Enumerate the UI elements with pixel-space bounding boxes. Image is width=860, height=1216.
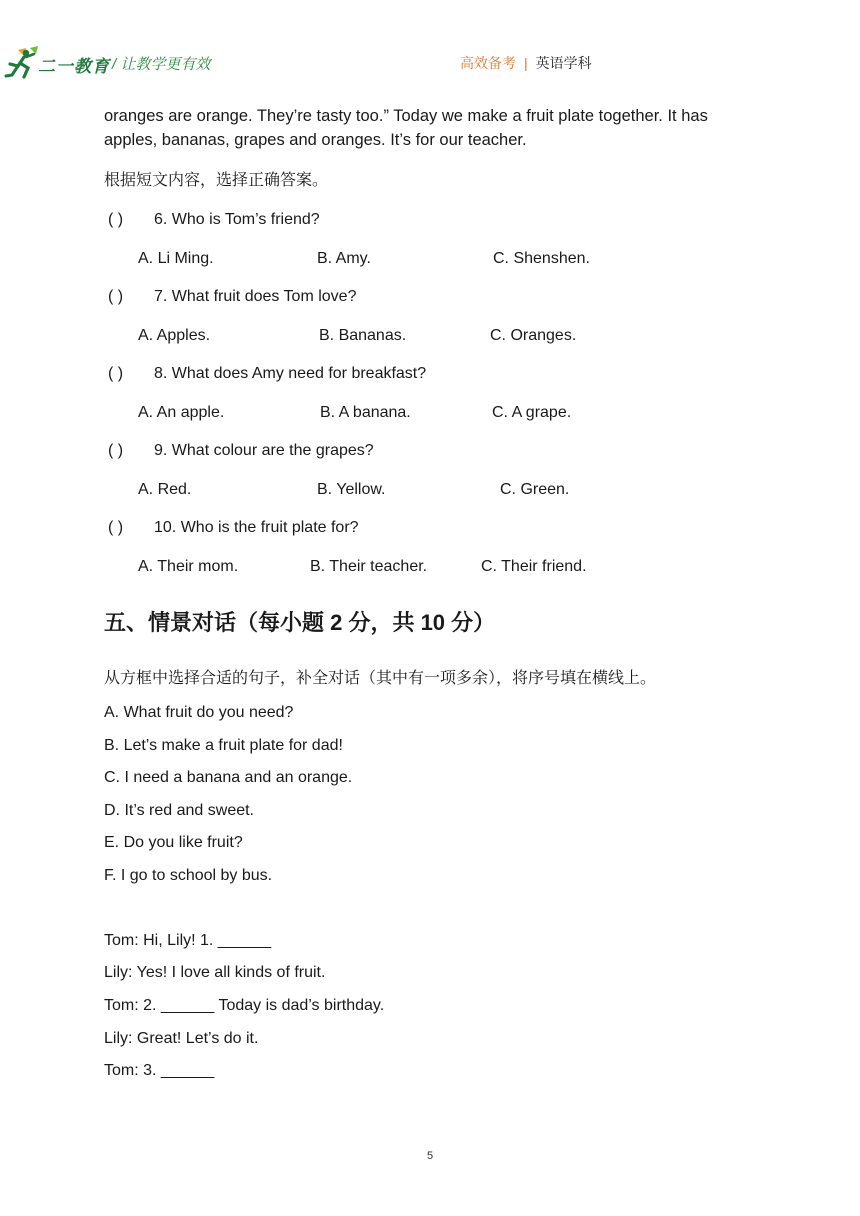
choice-a: A. What fruit do you need? [104, 704, 294, 721]
header-exam-label: 高效备考 [460, 55, 516, 71]
header-subject [460, 53, 592, 73]
answer-blank: ( ) [108, 442, 124, 459]
option-c: C. Green. [500, 481, 570, 498]
answer-blank: ( ) [108, 519, 124, 536]
option-a: A. An apple. [138, 404, 225, 421]
option-c: C. Shenshen. [493, 250, 590, 267]
option-c: C. Their friend. [481, 558, 587, 575]
slogan-text: 让教学更有效 [120, 56, 211, 73]
option-a: A. Their mom. [138, 558, 239, 575]
option-b: B. Yellow. [317, 481, 386, 498]
choice-b: B. Let’s make a fruit plate for dad! [104, 737, 343, 754]
option-a: A. Red. [138, 481, 192, 498]
question-10 [108, 519, 359, 537]
header-slogan: / 让教学更有效 [112, 56, 211, 73]
passage-line-1: oranges are orange. They’re tasty too.” Today we make a fruit plate together. It has [104, 107, 708, 125]
section-title: 五、情景对话（每小题 2 分，共 10 分） [104, 610, 496, 635]
passage-line-2: apples, bananas, grapes and oranges. It’s for our teacher. [104, 131, 527, 149]
question-text: 7. What fruit does Tom love? [154, 288, 357, 305]
option-c: C. A grape. [492, 404, 572, 421]
question-text: 8. What does Amy need for breakfast? [154, 365, 427, 382]
choice-d: D. It’s red and sweet. [104, 802, 254, 819]
question-7 [108, 288, 356, 306]
question-text: 6. Who is Tom’s friend? [154, 211, 320, 228]
header-subject-label: 英语学科 [535, 55, 592, 71]
option-c: C. Oranges. [490, 327, 577, 344]
choice-c: C. I need a banana and an orange. [104, 769, 353, 786]
page-number: 5 [426, 1150, 434, 1162]
section-instruction: 从方框中选择合适的句子，补全对话（其中有一项多余），将序号填在横线上。 [104, 670, 657, 687]
option-b: B. Amy. [317, 250, 371, 267]
dialogue-line: Tom: 3. ______ [104, 1062, 215, 1079]
option-a: A. Apples. [138, 327, 211, 344]
choice-e: E. Do you like fruit? [104, 834, 243, 851]
question-6 [108, 211, 320, 229]
question-8 [108, 365, 426, 383]
answer-blank: ( ) [108, 211, 124, 228]
logo-text: 二一教育 [38, 57, 110, 76]
option-b: B. Bananas. [319, 327, 407, 344]
option-a: A. Li Ming. [138, 250, 214, 267]
dialogue-line: Tom: Hi, Lily! 1. ______ [104, 932, 272, 949]
choice-f: F. I go to school by bus. [104, 867, 273, 884]
dialogue-line: Lily: Great! Let’s do it. [104, 1030, 259, 1047]
option-b: B. Their teacher. [310, 558, 428, 575]
dialogue-line: Lily: Yes! I love all kinds of fruit. [104, 964, 326, 981]
answer-blank: ( ) [108, 365, 124, 382]
question-9 [108, 442, 374, 460]
header-separator: | [524, 55, 528, 71]
option-b: B. A banana. [320, 404, 411, 421]
dialogue-line: Tom: 2. ______ Today is dad’s birthday. [104, 997, 385, 1014]
question-text: 9. What colour are the grapes? [154, 442, 374, 459]
reading-instruction: 根据短文内容，选择正确答案。 [104, 172, 329, 189]
question-text: 10. Who is the fruit plate for? [154, 519, 359, 536]
answer-blank: ( ) [108, 288, 124, 305]
